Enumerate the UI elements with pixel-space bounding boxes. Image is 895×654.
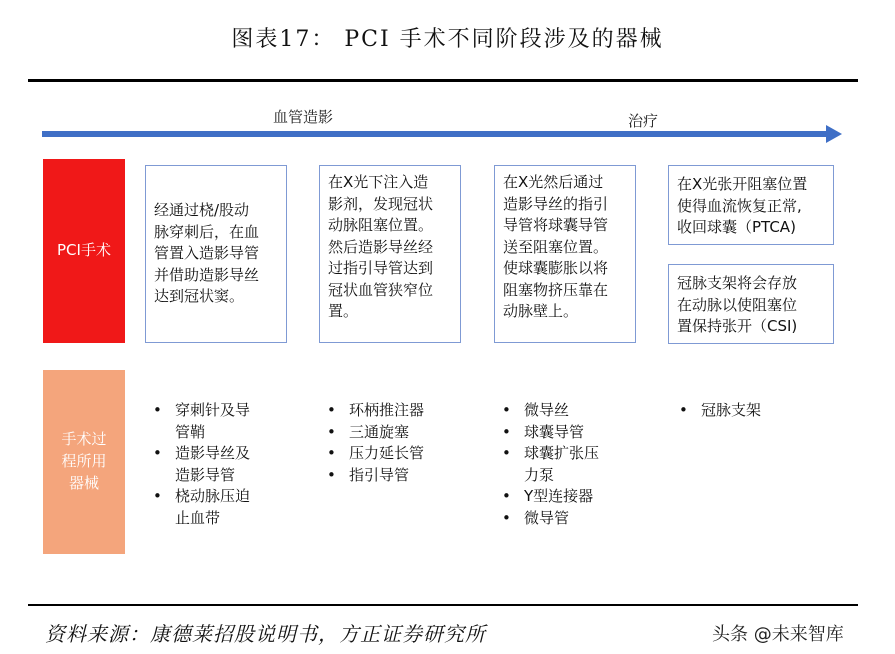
bullet-icon: •: [327, 422, 336, 441]
bullet-icon: •: [153, 401, 162, 419]
bottom-rule: [28, 604, 858, 606]
step-text-line: 冠脉支架将会存放: [677, 274, 798, 292]
list-item: • 微导管: [497, 508, 599, 530]
list-item: • 球囊导管: [497, 422, 599, 444]
row-label-devices-line: 手术过: [61, 430, 107, 449]
step-box-balloon: [494, 165, 636, 343]
step-text-line: 使得血流恢复正常,: [677, 196, 802, 215]
source-note: 资料来源：康德莱招股说明书，方正证券研究所: [45, 622, 486, 646]
bullet-icon: •: [502, 401, 511, 419]
device-list-balloon: [497, 400, 599, 529]
step-text-line: 冠状血管狭窄位: [328, 280, 434, 299]
step-text-line: 造影导丝的指引: [503, 194, 609, 213]
top-rule: [28, 79, 858, 82]
list-item: • 造影导丝及 造影导管: [153, 444, 251, 484]
page-title: 图表17： PCI 手术不同阶段涉及的器械: [231, 27, 664, 52]
step-text-line: 经通过桡/股动: [154, 201, 250, 220]
step-text-line: 并借助造影导丝: [154, 265, 260, 284]
list-item: • 微导丝: [497, 400, 599, 422]
list-item: • 球囊扩张压 力泵: [502, 444, 600, 484]
bullet-icon: •: [502, 422, 511, 441]
step-box-angiography: [319, 165, 461, 343]
step-text-line: 使球囊膨胀以将: [503, 259, 609, 277]
step-text-line: 在X光然后通过: [503, 173, 604, 191]
step-text-line: 然后造影导丝经: [328, 237, 434, 256]
process-arrow: [42, 124, 842, 144]
list-item: • 环柄推注器: [322, 400, 424, 422]
bullet-icon: •: [153, 487, 162, 505]
step-text-line: 动脉壁上。: [503, 302, 579, 320]
list-item: • Y型连接器: [497, 486, 599, 508]
device-list-puncture: [148, 400, 250, 529]
bullet-icon: •: [502, 487, 511, 505]
step-text-line: 收回球囊（PTCA): [677, 218, 796, 236]
step-text-line: 送至阻塞位置。: [503, 237, 609, 256]
list-item: • 冠脉支架: [674, 400, 761, 422]
step-text-line: 在动脉以使阻塞位: [677, 295, 798, 314]
step-text-line: 动脉阻塞位置。: [328, 216, 434, 234]
step-text-line: 在X光张开阻塞位置: [677, 175, 808, 193]
bullet-icon: •: [327, 465, 336, 484]
list-item: • 穿刺针及导 管鞘: [153, 401, 251, 441]
step-text-line: 脉穿刺后，在血: [154, 222, 260, 241]
bullet-icon: •: [327, 444, 336, 462]
list-item: • 指引导管: [322, 465, 424, 487]
phase-label-angiography: 血管造影: [273, 108, 334, 126]
bullet-icon: •: [153, 444, 162, 462]
list-item: • 三通旋塞: [322, 422, 424, 444]
row-label-pci: PCI手术: [43, 159, 125, 343]
step-text-line: 在X光下注入造: [328, 173, 429, 191]
device-list-stent: [674, 400, 761, 422]
row-label-devices: [43, 370, 125, 554]
step-text-line: 导管将球囊导管: [503, 216, 609, 234]
bullet-icon: •: [502, 444, 511, 462]
step-text-line: 达到冠状窦。: [154, 287, 245, 306]
step-text-line: 置保持张开（CSI): [677, 317, 798, 335]
step-text-line: 管置入造影导管: [154, 244, 260, 263]
bullet-icon: •: [327, 401, 336, 419]
list-item: • 桡动脉压迫 止血带: [153, 487, 251, 527]
step-text-line: 阻塞物挤压靠在: [503, 280, 609, 299]
row-label-devices-line: 器械: [68, 473, 99, 492]
step-box-puncture: [145, 165, 287, 343]
bullet-icon: •: [502, 508, 511, 527]
list-item: • 压力延长管: [322, 443, 424, 465]
step-text-line: 置。: [328, 302, 359, 320]
step-box-ptca: [668, 165, 834, 245]
step-box-stent: [668, 264, 834, 344]
phase-label-treatment: 治疗: [628, 112, 659, 130]
watermark: 头条 @未来智库: [712, 624, 844, 645]
bullet-icon: •: [679, 401, 688, 419]
row-label-devices-line: 程所用: [61, 452, 107, 471]
device-list-angiography: [322, 400, 424, 486]
step-text-line: 影剂，发现冠状: [328, 194, 434, 213]
step-text-line: 过指引导管达到: [328, 259, 434, 277]
